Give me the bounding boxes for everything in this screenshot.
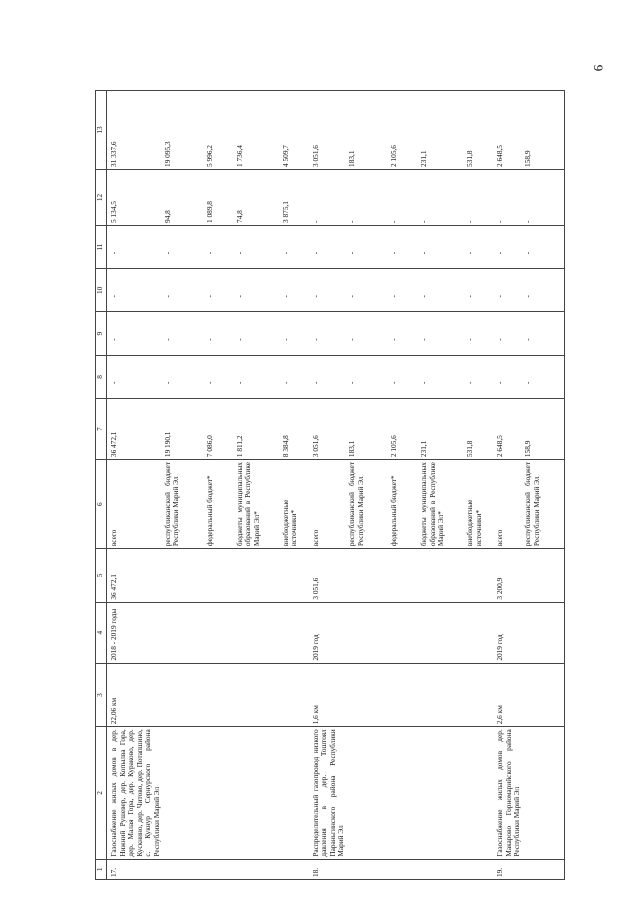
table-cell-col-2 — [523, 727, 565, 859]
table-cell-col-4 — [205, 602, 235, 663]
table-cell-col-13: 19 095,3 — [163, 91, 205, 170]
table-cell-col-11: - — [419, 225, 465, 268]
table-cell-col-11: - — [465, 225, 493, 268]
table-row — [493, 91, 523, 880]
table-cell-col-9: - — [163, 312, 205, 355]
table-cell-col-1 — [235, 859, 281, 879]
col-header: 12 — [96, 169, 107, 225]
table-cell-col-6: федеральный бюджет* — [205, 460, 235, 549]
table-cell-col-6: всего — [493, 460, 523, 549]
table-cell-col-2 — [281, 727, 309, 859]
col-header: 2 — [96, 727, 107, 859]
col-header: 10 — [96, 269, 107, 312]
table-cell-col-1 — [281, 859, 309, 879]
table-cell-col-1 — [465, 859, 493, 879]
table-cell-col-6: республиканский бюджет Республики Марий Эл — [523, 460, 565, 549]
table-row — [163, 91, 205, 880]
table-cell-col-4 — [163, 602, 205, 663]
table-cell-col-9: - — [465, 312, 493, 355]
table-cell-col-9: - — [389, 312, 419, 355]
table-cell-col-7: 2 648,5 — [493, 399, 523, 460]
col-header: 1 — [96, 859, 107, 879]
table-cell-col-4 — [389, 602, 419, 663]
table-cell-col-12: 1 089,8 — [205, 169, 235, 225]
table-row — [107, 91, 163, 880]
col-header: 7 — [96, 399, 107, 460]
table-cell-col-11: - — [107, 225, 163, 268]
table-row — [347, 91, 389, 880]
header-row — [96, 91, 107, 880]
table-cell-col-1 — [389, 859, 419, 879]
table-cell-col-3 — [465, 663, 493, 727]
table-cell-col-2 — [347, 727, 389, 859]
table-cell-col-10: - — [235, 269, 281, 312]
table-row — [465, 91, 493, 880]
table-cell-col-6: внебюджетные источники* — [465, 460, 493, 549]
table-cell-col-2 — [419, 727, 465, 859]
table-cell-col-7: 2 105,6 — [389, 399, 419, 460]
table-cell-col-13: 2 105,6 — [389, 91, 419, 170]
table-body — [107, 91, 565, 880]
table-cell-col-9: - — [419, 312, 465, 355]
table-cell-col-12: 94,8 — [163, 169, 205, 225]
table-cell-col-7: 8 384,8 — [281, 399, 309, 460]
table-cell-col-7: 7 086,0 — [205, 399, 235, 460]
page-number: 9 — [591, 64, 606, 72]
table-cell-col-9: - — [235, 312, 281, 355]
table-cell-col-8: - — [235, 355, 281, 398]
table-cell-col-7: 158,9 — [523, 399, 565, 460]
table-cell-col-2 — [235, 727, 281, 859]
table-cell-col-11: - — [493, 225, 523, 268]
table-cell-col-7: 3 051,6 — [309, 399, 347, 460]
table-cell-col-8: - — [419, 355, 465, 398]
table-cell-col-13: 4 509,7 — [281, 91, 309, 170]
table-cell-col-8: - — [523, 355, 565, 398]
table-row — [205, 91, 235, 880]
table-cell-col-3: 1,6 км — [309, 663, 347, 727]
table-cell-col-10: - — [281, 269, 309, 312]
rotated-table-container — [95, 90, 565, 880]
table-cell-col-10: - — [389, 269, 419, 312]
table-cell-col-1 — [347, 859, 389, 879]
table-cell-col-9: - — [523, 312, 565, 355]
table-cell-col-7: 19 190,1 — [163, 399, 205, 460]
table-cell-col-11: - — [163, 225, 205, 268]
table-cell-col-13: 3 051,6 — [309, 91, 347, 170]
table-cell-col-11: - — [347, 225, 389, 268]
table-cell-col-1 — [163, 859, 205, 879]
table-cell-col-13: 231,1 — [419, 91, 465, 170]
table-cell-col-12: 5 134,5 — [107, 169, 163, 225]
table-cell-col-3 — [281, 663, 309, 727]
col-header: 9 — [96, 312, 107, 355]
table-cell-col-12: - — [465, 169, 493, 225]
table-cell-col-8: - — [389, 355, 419, 398]
table-cell-col-3 — [419, 663, 465, 727]
table-cell-col-13: 5 996,2 — [205, 91, 235, 170]
table-cell-col-5 — [281, 549, 309, 602]
table-cell-col-8: - — [107, 355, 163, 398]
table-cell-col-2: Газоснабжение жилых домов дер. Макарово Горномарийского района Республики Марий Эл — [493, 727, 523, 859]
table-cell-col-1 — [419, 859, 465, 879]
col-header: 3 — [96, 663, 107, 727]
table-cell-col-3 — [235, 663, 281, 727]
table-cell-col-4 — [465, 602, 493, 663]
table-cell-col-12: - — [309, 169, 347, 225]
table-header — [96, 91, 107, 880]
table-cell-col-3: 22,06 км — [107, 663, 163, 727]
table-cell-col-10: - — [347, 269, 389, 312]
col-header: 13 — [96, 91, 107, 170]
table-cell-col-1 — [205, 859, 235, 879]
table-cell-col-2 — [205, 727, 235, 859]
table-cell-col-9: - — [205, 312, 235, 355]
col-header: 5 — [96, 549, 107, 602]
table-row — [419, 91, 465, 880]
table-cell-col-3 — [205, 663, 235, 727]
table-cell-col-1: 18. — [309, 859, 347, 879]
table-cell-col-4 — [235, 602, 281, 663]
table-cell-col-1: 17. — [107, 859, 163, 879]
table-row — [309, 91, 347, 880]
table-row — [389, 91, 419, 880]
table-cell-col-11: - — [389, 225, 419, 268]
table-cell-col-2: Газоснабжение жилых домов в дер. Нижний Рушевер, дер. Копылва Гора, дер. Малая Гора, дер. Кураково, дер. Кускнино, дер. Читово, дер. Потапшино, с. Кукнур Сернурского района Республики Марий Эл — [107, 727, 163, 859]
table-cell-col-1 — [523, 859, 565, 879]
table-cell-col-11: - — [281, 225, 309, 268]
table-cell-col-2 — [163, 727, 205, 859]
table-cell-col-4: 2018 - 2019 годы — [107, 602, 163, 663]
table-cell-col-5 — [347, 549, 389, 602]
table-cell-col-5: 3 200,9 — [493, 549, 523, 602]
table-cell-col-8: - — [493, 355, 523, 398]
table-cell-col-12: - — [493, 169, 523, 225]
table-cell-col-4 — [347, 602, 389, 663]
table-cell-col-8: - — [281, 355, 309, 398]
table-cell-col-12: - — [347, 169, 389, 225]
col-header: 4 — [96, 602, 107, 663]
table-cell-col-2 — [389, 727, 419, 859]
table-cell-col-8: - — [163, 355, 205, 398]
table-cell-col-10: - — [419, 269, 465, 312]
table-cell-col-5 — [523, 549, 565, 602]
table-cell-col-3 — [523, 663, 565, 727]
table-cell-col-2 — [465, 727, 493, 859]
table-row — [235, 91, 281, 880]
table-cell-col-5: 3 051,6 — [309, 549, 347, 602]
table-cell-col-8: - — [465, 355, 493, 398]
table-cell-col-4 — [419, 602, 465, 663]
table-cell-col-4 — [523, 602, 565, 663]
table-cell-col-13: 1 736,4 — [235, 91, 281, 170]
col-header: 6 — [96, 460, 107, 549]
table-cell-col-7: 36 472,1 — [107, 399, 163, 460]
table-cell-col-12: - — [419, 169, 465, 225]
table-cell-col-1: 19. — [493, 859, 523, 879]
table-cell-col-11: - — [309, 225, 347, 268]
table-cell-col-12: 3 875,1 — [281, 169, 309, 225]
table-cell-col-12: - — [523, 169, 565, 225]
table-cell-col-10: - — [465, 269, 493, 312]
table-cell-col-9: - — [347, 312, 389, 355]
table-row — [281, 91, 309, 880]
table-cell-col-4 — [281, 602, 309, 663]
table-cell-col-3 — [389, 663, 419, 727]
table-cell-col-6: федеральный бюджет* — [389, 460, 419, 549]
col-header: 8 — [96, 355, 107, 398]
table-cell-col-4: 2019 год — [493, 602, 523, 663]
table-cell-col-8: - — [205, 355, 235, 398]
table-cell-col-10: - — [163, 269, 205, 312]
table-cell-col-6: бюджеты муниципальных образований в Республике Марий Эл* — [235, 460, 281, 549]
table-cell-col-13: 2 648,5 — [493, 91, 523, 170]
table-cell-col-6: республиканский бюджет Республики Марий Эл — [347, 460, 389, 549]
table-cell-col-10: - — [493, 269, 523, 312]
table-cell-col-9: - — [493, 312, 523, 355]
table-cell-col-6: всего — [107, 460, 163, 549]
table-cell-col-7: 183,1 — [347, 399, 389, 460]
table-cell-col-11: - — [205, 225, 235, 268]
table-cell-col-9: - — [281, 312, 309, 355]
table-cell-col-5 — [205, 549, 235, 602]
table-cell-col-10: - — [107, 269, 163, 312]
table-cell-col-3 — [347, 663, 389, 727]
table-cell-col-10: - — [523, 269, 565, 312]
table-cell-col-3 — [163, 663, 205, 727]
table-cell-col-5 — [235, 549, 281, 602]
table-cell-col-8: - — [309, 355, 347, 398]
table-cell-col-12: 74,8 — [235, 169, 281, 225]
table-cell-col-8: - — [347, 355, 389, 398]
table-cell-col-7: 531,8 — [465, 399, 493, 460]
table-cell-col-11: - — [523, 225, 565, 268]
table-cell-col-5 — [419, 549, 465, 602]
table-cell-col-13: 183,1 — [347, 91, 389, 170]
table-cell-col-13: 531,8 — [465, 91, 493, 170]
table-cell-col-9: - — [107, 312, 163, 355]
table-cell-col-5: 36 472,1 — [107, 549, 163, 602]
table-cell-col-5 — [389, 549, 419, 602]
program-table — [95, 90, 565, 880]
table-cell-col-6: бюджеты муниципальных образований в Республике Марий Эл* — [419, 460, 465, 549]
table-cell-col-10: - — [205, 269, 235, 312]
table-cell-col-10: - — [309, 269, 347, 312]
table-cell-col-3: 2,6 км — [493, 663, 523, 727]
table-cell-col-11: - — [235, 225, 281, 268]
table-cell-col-6: республиканский бюджет Республики Марий Эл — [163, 460, 205, 549]
table-cell-col-5 — [163, 549, 205, 602]
col-header: 11 — [96, 225, 107, 268]
table-cell-col-5 — [465, 549, 493, 602]
table-cell-col-13: 31 337,6 — [107, 91, 163, 170]
table-cell-col-9: - — [309, 312, 347, 355]
table-row — [523, 91, 565, 880]
table-cell-col-4: 2019 год — [309, 602, 347, 663]
table-cell-col-6: всего — [309, 460, 347, 549]
table-cell-col-7: 231,1 — [419, 399, 465, 460]
table-cell-col-12: - — [389, 169, 419, 225]
table-cell-col-6: внебюджетные источники* — [281, 460, 309, 549]
table-cell-col-13: 158,9 — [523, 91, 565, 170]
table-cell-col-2: Распределительный газопровод низкого давления в дер. Тоштоял Параньгинского района Республики Марий Эл — [309, 727, 347, 859]
table-cell-col-7: 1 811,2 — [235, 399, 281, 460]
